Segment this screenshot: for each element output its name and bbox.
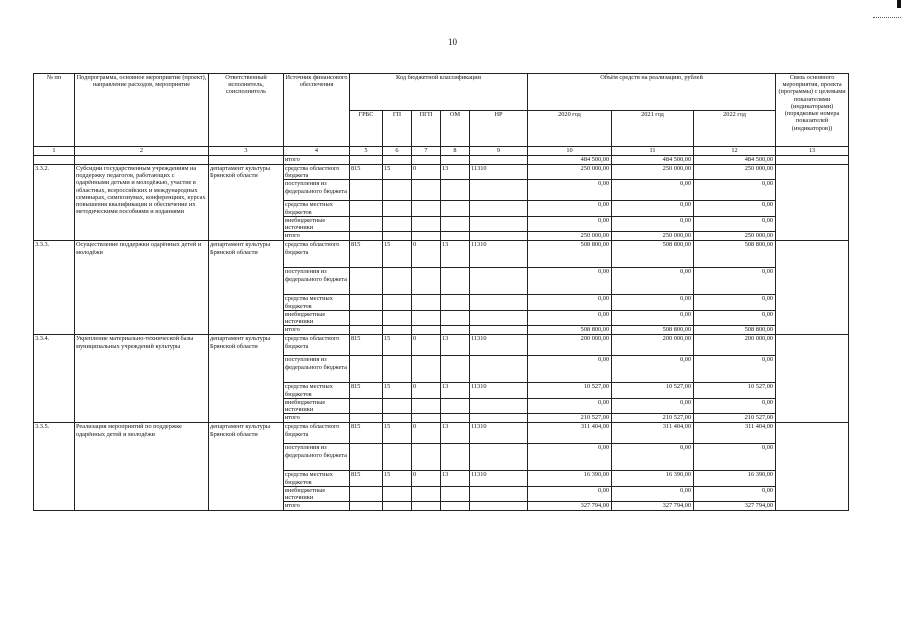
- value-2020: 210 527,00: [528, 414, 612, 423]
- value-2020: 327 794,00: [528, 502, 612, 511]
- code-om: [441, 356, 470, 383]
- source-cell: средства местных бюджетов: [284, 383, 350, 398]
- code-grbs: [350, 295, 383, 310]
- table-row: [34, 423, 849, 444]
- value-2022: 0,00: [694, 310, 776, 325]
- code-grbs: 815: [350, 335, 383, 356]
- value-2022: 0,00: [694, 295, 776, 310]
- value-2020: 508 800,00: [528, 241, 612, 268]
- link-cell: [776, 423, 849, 511]
- code-om: 13: [441, 383, 470, 398]
- value-2021: 0,00: [612, 444, 694, 471]
- code-pgp: [412, 444, 441, 471]
- code-gp: 15: [383, 471, 412, 486]
- code-gp: [383, 502, 412, 511]
- code-gp: 15: [383, 165, 412, 180]
- value-2021: 210 527,00: [612, 414, 694, 423]
- value-2022: 311 404,00: [694, 423, 776, 444]
- source-cell: итого: [284, 232, 350, 241]
- code-pgp: [412, 356, 441, 383]
- code-pgp: 0: [412, 471, 441, 486]
- code-gp: 15: [383, 423, 412, 444]
- source-cell: внебюджетные источники: [284, 310, 350, 325]
- value-2022: 327 794,00: [694, 502, 776, 511]
- item-executor: департамент культуры Брянской области: [209, 241, 284, 335]
- source-cell: поступления из федерального бюджета: [284, 444, 350, 471]
- value-2022: 484 500,00: [694, 156, 776, 165]
- item-number: 3.3.4.: [34, 335, 75, 423]
- code-pgp: [412, 398, 441, 413]
- header-pgp: ПГП: [412, 111, 441, 147]
- source-cell: внебюджетные источники: [284, 398, 350, 413]
- source-cell: средства местных бюджетов: [284, 295, 350, 310]
- source-cell: итого: [284, 502, 350, 511]
- code-gp: [383, 356, 412, 383]
- link-cell: [776, 241, 849, 335]
- value-2021: 0,00: [612, 295, 694, 310]
- header-volume: Объём средств на реализацию, рублей: [528, 74, 776, 111]
- code-grbs: [350, 326, 383, 335]
- item-title: Реализация мероприятий по поддержке одарённых детей и молодёжи: [75, 423, 209, 511]
- col-number: 8: [441, 147, 470, 156]
- value-2022: 0,00: [694, 216, 776, 231]
- header-2022: 2022 год: [694, 111, 776, 147]
- page-number: 10: [448, 37, 457, 47]
- code-np: [470, 326, 528, 335]
- code-np: 11310: [470, 423, 528, 444]
- budget-table: [33, 73, 849, 511]
- col-number: 5: [350, 147, 383, 156]
- code-np: [470, 356, 528, 383]
- value-2021: 10 527,00: [612, 383, 694, 398]
- code-gp: 15: [383, 383, 412, 398]
- value-2020: 0,00: [528, 180, 612, 201]
- code-gp: [383, 216, 412, 231]
- col-number: 4: [284, 147, 350, 156]
- header-link: Связь основного мероприятия, проекта (программы) с целевыми показателями (индикаторами) (порядковые номера показателей (индикаторов)): [776, 74, 849, 147]
- code-gp: [383, 310, 412, 325]
- code-grbs: [350, 398, 383, 413]
- value-2021: 16 390,00: [612, 471, 694, 486]
- code-om: [441, 232, 470, 241]
- code-pgp: [412, 180, 441, 201]
- value-2022: 250 000,00: [694, 232, 776, 241]
- col-number: 9: [470, 147, 528, 156]
- value-2020: 0,00: [528, 356, 612, 383]
- link-cell: [776, 165, 849, 241]
- code-om: 13: [441, 241, 470, 268]
- code-pgp: [412, 268, 441, 295]
- code-np: [470, 180, 528, 201]
- col-number: 3: [209, 147, 284, 156]
- code-np: [470, 216, 528, 231]
- code-om: 13: [441, 471, 470, 486]
- col-number: 13: [776, 147, 849, 156]
- item-executor: департамент культуры Брянской области: [209, 423, 284, 511]
- code-np: 11310: [470, 383, 528, 398]
- code-om: [441, 398, 470, 413]
- col-number: 12: [694, 147, 776, 156]
- code-np: [470, 268, 528, 295]
- code-np: [470, 502, 528, 511]
- code-grbs: [350, 356, 383, 383]
- source-cell: поступления из федерального бюджета: [284, 268, 350, 295]
- source-cell: средства областного бюджета: [284, 423, 350, 444]
- source-cell: внебюджетные источники: [284, 216, 350, 231]
- code-gp: 15: [383, 241, 412, 268]
- header-gp: ГП: [383, 111, 412, 147]
- source-cell: средства областного бюджета: [284, 165, 350, 180]
- source-cell: итого: [284, 326, 350, 335]
- header-source: Источник финансового обеспечения: [284, 74, 350, 147]
- source-cell: поступления из федерального бюджета: [284, 356, 350, 383]
- col-number: 10: [528, 147, 612, 156]
- header-2020: 2020 год: [528, 111, 612, 147]
- link-cell: [776, 335, 849, 423]
- table-row: [34, 335, 849, 356]
- code-gp: [383, 444, 412, 471]
- item-number: 3.3.5.: [34, 423, 75, 511]
- table-row: [34, 241, 849, 268]
- code-grbs: [350, 444, 383, 471]
- code-om: [441, 310, 470, 325]
- code-grbs: [350, 232, 383, 241]
- code-np: [470, 232, 528, 241]
- value-2020: 0,00: [528, 295, 612, 310]
- code-pgp: [412, 201, 441, 216]
- code-om: [441, 295, 470, 310]
- value-2021: 508 800,00: [612, 326, 694, 335]
- code-np: [470, 295, 528, 310]
- value-2022: 250 000,00: [694, 165, 776, 180]
- code-pgp: [412, 295, 441, 310]
- code-np: [470, 201, 528, 216]
- source-cell: средства местных бюджетов: [284, 201, 350, 216]
- carry-over-row: [34, 156, 849, 165]
- value-2021: 0,00: [612, 310, 694, 325]
- header-om: ОМ: [441, 111, 470, 147]
- value-2021: 0,00: [612, 268, 694, 295]
- value-2021: 250 000,00: [612, 232, 694, 241]
- code-grbs: 815: [350, 383, 383, 398]
- item-title: Субсидии государственным учреждениям на поддержку педагогов, работающих с одарёнными детьми и молодёжью, участие в областных, всероссийских и международных семинарах, симпозиумах, конференциях, курсах повышения квалификации и обеспечение их методическими пособиями и изданиями: [75, 165, 209, 241]
- code-np: 11310: [470, 165, 528, 180]
- code-gp: [383, 326, 412, 335]
- code-np: 11310: [470, 335, 528, 356]
- value-2022: 210 527,00: [694, 414, 776, 423]
- code-om: [441, 180, 470, 201]
- header-budget-code: Код бюджетной классификации: [350, 74, 528, 111]
- code-pgp: 0: [412, 335, 441, 356]
- value-2022: 508 800,00: [694, 326, 776, 335]
- value-2020: 0,00: [528, 486, 612, 501]
- value-2020: 0,00: [528, 268, 612, 295]
- code-gp: [383, 486, 412, 501]
- code-np: [470, 398, 528, 413]
- code-pgp: [412, 414, 441, 423]
- code-pgp: [412, 486, 441, 501]
- value-2021: 0,00: [612, 216, 694, 231]
- col-number: 7: [412, 147, 441, 156]
- code-pgp: 0: [412, 165, 441, 180]
- code-np: [470, 486, 528, 501]
- value-2022: 508 800,00: [694, 241, 776, 268]
- value-2022: 0,00: [694, 180, 776, 201]
- scan-dots: [873, 17, 901, 18]
- header-2021: 2021 год: [612, 111, 694, 147]
- code-om: [441, 268, 470, 295]
- code-pgp: [412, 310, 441, 325]
- col-number: 1: [34, 147, 75, 156]
- column-number-row: [34, 147, 849, 156]
- value-2021: 0,00: [612, 201, 694, 216]
- value-2020: 484 500,00: [528, 156, 612, 165]
- code-grbs: [350, 414, 383, 423]
- code-pgp: 0: [412, 241, 441, 268]
- code-grbs: 815: [350, 471, 383, 486]
- value-2021: 0,00: [612, 356, 694, 383]
- source-cell: внебюджетные источники: [284, 486, 350, 501]
- code-om: [441, 414, 470, 423]
- item-number: 3.3.3.: [34, 241, 75, 335]
- code-om: 13: [441, 335, 470, 356]
- value-2020: 0,00: [528, 398, 612, 413]
- value-2020: 0,00: [528, 201, 612, 216]
- code-np: [470, 444, 528, 471]
- value-2020: 0,00: [528, 444, 612, 471]
- value-2022: 0,00: [694, 268, 776, 295]
- value-2020: 250 000,00: [528, 165, 612, 180]
- item-title: Осуществление поддержки одарённых детей и молодёжи: [75, 241, 209, 335]
- value-2022: 0,00: [694, 444, 776, 471]
- value-2021: 0,00: [612, 486, 694, 501]
- code-grbs: [350, 502, 383, 511]
- code-np: [470, 310, 528, 325]
- col-number: 6: [383, 147, 412, 156]
- source-cell: итого: [284, 414, 350, 423]
- code-pgp: 0: [412, 423, 441, 444]
- code-om: 13: [441, 423, 470, 444]
- value-2022: 200 000,00: [694, 335, 776, 356]
- source-cell: поступления из федерального бюджета: [284, 180, 350, 201]
- code-om: [441, 486, 470, 501]
- value-2021: 250 000,00: [612, 165, 694, 180]
- code-grbs: 815: [350, 241, 383, 268]
- code-pgp: [412, 216, 441, 231]
- source-cell: средства областного бюджета: [284, 335, 350, 356]
- value-2020: 10 527,00: [528, 383, 612, 398]
- source-cell: итого: [284, 156, 350, 165]
- code-np: 11310: [470, 471, 528, 486]
- code-grbs: [350, 310, 383, 325]
- value-2022: 10 527,00: [694, 383, 776, 398]
- code-gp: [383, 268, 412, 295]
- code-om: [441, 444, 470, 471]
- code-grbs: 815: [350, 165, 383, 180]
- value-2022: 0,00: [694, 398, 776, 413]
- code-pgp: [412, 232, 441, 241]
- header-np: НР: [470, 111, 528, 147]
- source-cell: средства областного бюджета: [284, 241, 350, 268]
- value-2020: 311 404,00: [528, 423, 612, 444]
- code-grbs: [350, 216, 383, 231]
- code-om: [441, 326, 470, 335]
- value-2021: 311 404,00: [612, 423, 694, 444]
- value-2021: 508 800,00: [612, 241, 694, 268]
- code-gp: [383, 295, 412, 310]
- item-executor: департамент культуры Брянской области: [209, 165, 284, 241]
- value-2022: 16 390,00: [694, 471, 776, 486]
- code-om: [441, 201, 470, 216]
- code-gp: [383, 180, 412, 201]
- value-2020: 200 000,00: [528, 335, 612, 356]
- code-grbs: 815: [350, 423, 383, 444]
- code-gp: 15: [383, 335, 412, 356]
- header-executor: Ответственный исполнитель, соисполнитель: [209, 74, 284, 147]
- item-title: Укрепление материально-технической базы муниципальных учреждений культуры: [75, 335, 209, 423]
- code-om: 13: [441, 165, 470, 180]
- code-om: [441, 216, 470, 231]
- item-executor: департамент культуры Брянской области: [209, 335, 284, 423]
- code-pgp: [412, 502, 441, 511]
- code-gp: [383, 398, 412, 413]
- value-2020: 508 800,00: [528, 326, 612, 335]
- scan-corner-mark: [897, 0, 901, 8]
- value-2021: 0,00: [612, 180, 694, 201]
- value-2021: 200 000,00: [612, 335, 694, 356]
- code-np: 11310: [470, 241, 528, 268]
- value-2022: 0,00: [694, 356, 776, 383]
- code-gp: [383, 201, 412, 216]
- value-2022: 0,00: [694, 201, 776, 216]
- value-2020: 16 390,00: [528, 471, 612, 486]
- code-grbs: [350, 268, 383, 295]
- header-no: № пп: [34, 74, 75, 147]
- col-number: 2: [75, 147, 209, 156]
- code-np: [470, 414, 528, 423]
- code-pgp: 0: [412, 383, 441, 398]
- value-2020: 0,00: [528, 216, 612, 231]
- value-2021: 327 794,00: [612, 502, 694, 511]
- value-2020: 0,00: [528, 310, 612, 325]
- code-gp: [383, 414, 412, 423]
- code-pgp: [412, 326, 441, 335]
- code-grbs: [350, 486, 383, 501]
- header-program: Подпрограмма, основное мероприятие (проект), направление расходов, мероприятие: [75, 74, 209, 147]
- table-row: [34, 165, 849, 180]
- code-gp: [383, 232, 412, 241]
- source-cell: средства местных бюджетов: [284, 471, 350, 486]
- value-2021: 484 500,00: [612, 156, 694, 165]
- value-2021: 0,00: [612, 398, 694, 413]
- value-2022: 0,00: [694, 486, 776, 501]
- code-grbs: [350, 180, 383, 201]
- code-om: [441, 502, 470, 511]
- item-number: 3.3.2.: [34, 165, 75, 241]
- header-grbs: ГРБС: [350, 111, 383, 147]
- col-number: 11: [612, 147, 694, 156]
- code-grbs: [350, 201, 383, 216]
- value-2020: 250 000,00: [528, 232, 612, 241]
